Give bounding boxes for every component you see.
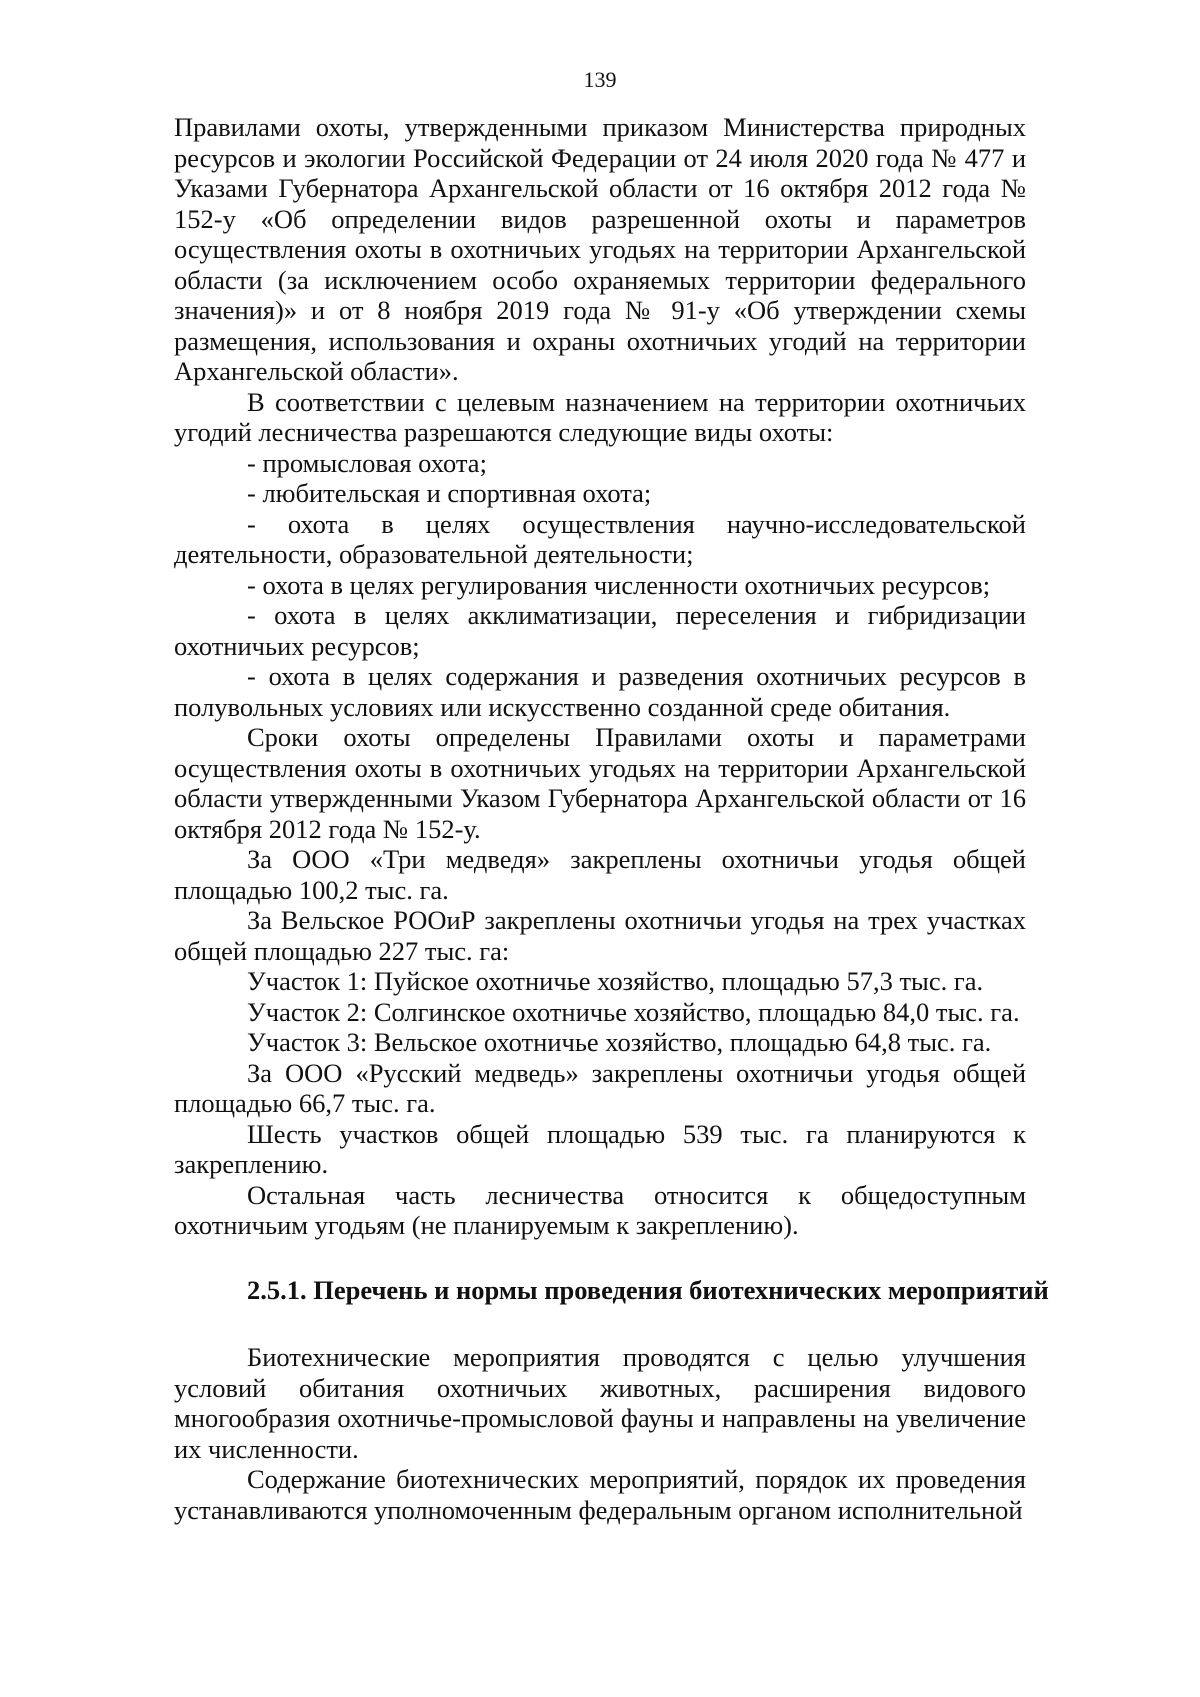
list-item-research-hunting: - охота в целях осуществления научно-исследовательской деятельности, образовательной деятельности; bbox=[174, 508, 1026, 569]
paragraph-biotech-purpose: Биотехнические мероприятия проводятся с целью улучшения условий обитания охотничьих животных, расширения видового многообразия охотничье-промысловой фауны и направлены на увеличение их численности. bbox=[174, 1342, 1026, 1464]
paragraph-three-bears: За ООО «Три медведя» закреплены охотничьи угодья общей площадью 100,2 тыс. га. bbox=[174, 844, 1026, 905]
section-heading: 2.5.1. Перечень и нормы проведения биотехнических мероприятий bbox=[247, 1274, 1049, 1305]
paragraph-public-grounds: Остальная часть лесничества относится к общедоступным охотничьим угодьям (не планируемым к закреплению). bbox=[174, 1179, 1026, 1240]
list-item-acclimatization-hunting: - охота в целях акклиматизации, переселения и гибридизации охотничьих ресурсов; bbox=[174, 600, 1026, 661]
document-body bbox=[174, 112, 1049, 1525]
list-item-breeding-hunting: - охота в целях содержания и разведения охотничьих ресурсов в полувольных условиях или искусственно созданной среде обитания. bbox=[174, 661, 1026, 722]
list-item-amateur-hunting: - любительская и спортивная охота; bbox=[247, 478, 652, 508]
paragraph-velsk-rooir: За Вельское РООиР закреплены охотничьи угодья на трех участках общей площадью 227 тыс. га: bbox=[174, 905, 1026, 966]
list-item-commercial-hunting: - промысловая охота; bbox=[247, 447, 487, 478]
paragraph-hunting-periods: Сроки охоты определены Правилами охоты и параметрами осуществления охоты в охотничьих угодьях на территории Архангельской области утвержденными Указом Губернатора Архангельской области от 16 октября 2012 года № 152-у. bbox=[174, 722, 1026, 844]
list-item-regulation-hunting: - охота в целях регулирования численности охотничьих ресурсов; bbox=[247, 569, 991, 600]
paragraph-biotech-content: Содержание биотехнических мероприятий, порядок их проведения устанавливаются уполномоченным федеральным органом исполнительной bbox=[174, 1464, 1026, 1525]
paragraph-hunting-rules: Правилами охоты, утвержденными приказом Министерства природных ресурсов и экологии Российской Федерации от 24 июля 2020 года № 477 и Указами Губернатора Архангельской области от 16 октября 2012 года № 152-у «Об определении видов разрешенной охоты и параметров осуществления охоты в охотничьих угодьях на территории Архангельской области (за исключением особо охраняемых территории федерального значения)» и от 8 ноября 2019 года № 91-у «Об утверждении схемы размещения, использования и охраны охотничьих угодий на территории Архангельской области». bbox=[174, 112, 1026, 386]
paragraph-russian-bear: За ООО «Русский медведь» закреплены охотничьи угодья общей площадью 66,7 тыс. га. bbox=[174, 1057, 1026, 1118]
plot-item-1: Участок 1: Пуйское охотничье хозяйство, площадью 57,3 тыс. га. bbox=[247, 966, 984, 996]
paragraph-six-plots: Шесть участков общей площадью 539 тыс. га планируются к закреплению. bbox=[174, 1118, 1026, 1179]
paragraph-allowed-hunting-types: В соответствии с целевым назначением на территории охотничьих угодий лесничества разрешаются следующие виды охоты: bbox=[174, 386, 1026, 447]
page-number: 139 bbox=[583, 67, 617, 92]
plot-item-3: Участок 3: Вельское охотничье хозяйство, площадью 64,8 тыс. га. bbox=[247, 1027, 992, 1057]
plot-item-2: Участок 2: Солгинское охотничье хозяйство, площадью 84,0 тыс. га. bbox=[247, 996, 1020, 1027]
